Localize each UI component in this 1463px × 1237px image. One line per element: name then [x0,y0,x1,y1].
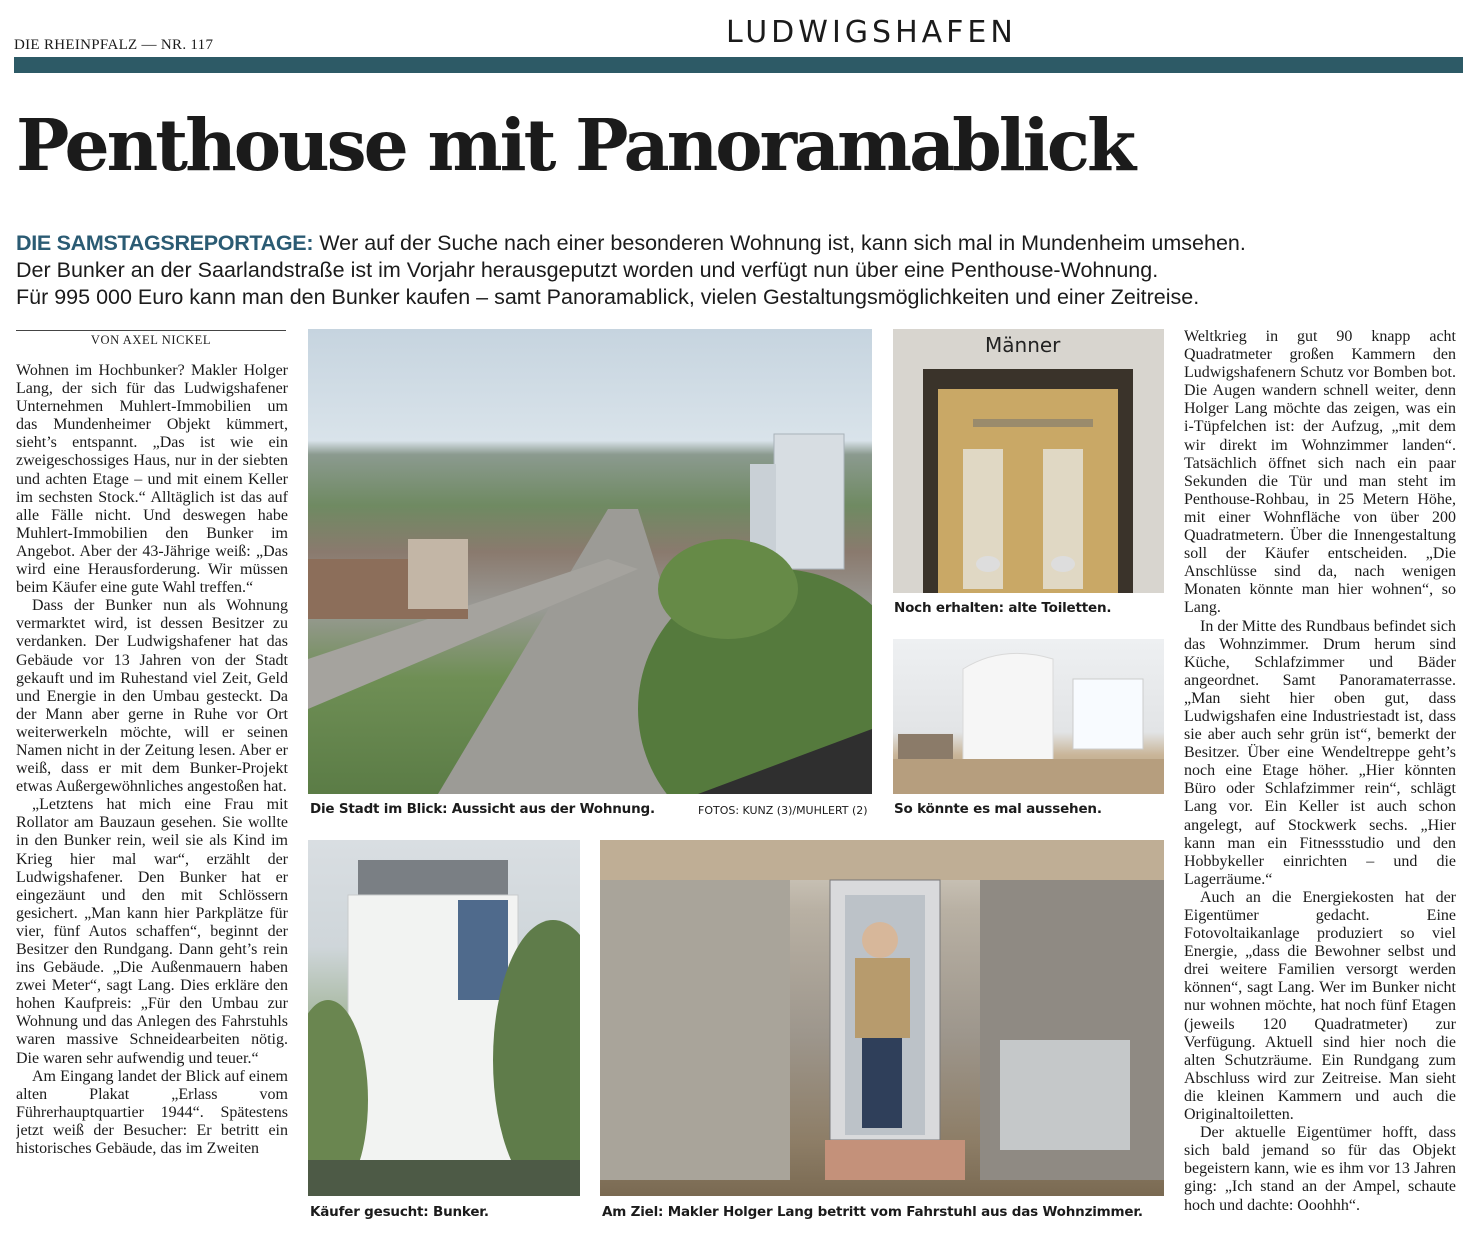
paragraph: Dass der Bunker nun als Wohnung vermarktet wird, ist dessen Besitzer zu verdanken. Der Ludwigshafener hat das Gebäude vor 13 Jahren von der Stadt gekauft und im Ruhestand viel Zeit, Geld und Energie in den Umbau gesteckt. Da der Mann aber gerne in Ruhe vor Ort weiterwerkeln möchte, will er seinen Namen nicht in der Zeitung lesen. Aber er weiß, dass er mit dem Bunker-Projekt etwas Außergewöhnliches angestoßen hat. [16,597,288,796]
lede-text-1: Wer auf der Suche nach einer besonderen Wohnung ist, kann sich mal in Mundenheim umsehen. [319,231,1246,255]
paragraph: Der aktuelle Eigentümer hofft, dass sich bald jemand so für das Objekt begeistern kann, wie es ihm vor 13 Jahren ging: „Ich stand an der Ampel, schaute hoch und dachte: Ooohhh“. [1184,1124,1456,1214]
penthouse-illustration [600,840,1164,1196]
toilet-sign: Männer [985,333,1061,357]
byline: VON AXEL NICKEL [90,333,212,347]
lede-line-3: Für 995 000 Euro kann man den Bunker kaufen – samt Panoramablick, vielen Gestaltungsmöglichkeiten und einer Zeitreise. [16,285,1200,309]
photo-caption-toilets: Noch erhalten: alte Toiletten. [894,600,1112,616]
lede-line-2: Der Bunker an der Saarlandstraße ist im Vorjahr herausgeputzt worden und verfügt nun über eine Penthouse-Wohnung. [16,258,1159,282]
newspaper-name: DIE RHEINPFALZ — NR. 117 [14,37,214,53]
photo-caption-interior: So könnte es mal aussehen. [894,801,1102,817]
paragraph: In der Mitte des Rundbaus befindet sich das Wohnzimmer. Drum herum sind Küche, Schlafzimmer und Bäder angeordnet. Samt Panoramaterrasse. „Man sieht hier oben gut, dass Ludwigshafen eine Industriestadt ist, dass sie aber auch sehr grün ist“, bemerkt der Besitzer. Über eine Wendeltreppe geht’s noch eine Etage höher. „Hier könnten Büro oder Schlafzimmer rein“, schlägt Lang vor. Ein Keller ist auch schon angelegt, auf Stockwerk sechs. „Hier kann man ein Fitnessstudio und den Hobbykeller einrichten – und die Lagerräume.“ [1184,617,1456,888]
lede-line-1 [16,230,1461,257]
header-bar [14,57,1463,73]
paragraph: Auch an die Energiekosten hat der Eigentümer gedacht. Eine Fotovoltaikanlage produziert so viel Energie, „dass die Bewohner selbst und drei weitere Familien versorgt werden können“, sagt Lang. Wer im Bunker nicht nur wohnen möchte, hat noch fünf Etagen (jeweils 120 Quadratmeter) zur Verfügung. Aktuell sind hier noch die alten Schutzräume. Ein Rundgang zum Abschluss wird zur Zeitreise. Man sieht die kleinen Kammern und auch die Originaltoiletten. [1184,888,1456,1124]
photo-interior-visualization [893,639,1164,794]
photo-credit: FOTOS: KUNZ (3)/MUHLERT (2) [698,804,868,817]
paragraph: Weltkrieg in gut 90 knapp acht Quadratmeter großen Kammern den Ludwigshafenern Schutz vor Bomben bot. Die Augen wandern schnell weiter, denn Holger Lang möchte das zeigen, was ein i-Tüpfelchen ist: der Aufzug, „mit dem wir direkt im Wohnzimmer landen“. Tatsächlich öffnet sich nach ein paar Sekunden die Tür und man steht im Penthouse-Rohbau, in 25 Metern Höhe, mit einer Wohnfläche von über 200 Quadratmetern. Über die Innengestaltung soll der Käufer entscheiden. „Die Anschlüsse sind da, nach wenigen Monaten könnte man hier wohnen“, so Lang. [1184,328,1456,617]
article-column-left [16,362,288,1224]
byline-rule [16,330,286,331]
photo-bunker-building [308,840,580,1196]
paragraph: „Letztens hat mich eine Frau mit Rollator am Bauzaun gesehen. Sie wollte in den Bunker rein, weil sie als Kind im Krieg hier mal war“, erzählt der Ludwigshafener. Den Bunker hat er eingezäunt und den mit Schlössern gesichert. „Man kann hier Parkplätze für vier, fünf Autos schaffen“, beginnt der Besitzer den Rundgang. Dann geht’s rein ins Gebäude. „Die Außenmauern haben zwei Meter“, sagt Lang. Dies erkläre den hohen Kaufpreis: „Für den Umbau zur Wohnung und das Anlegen des Fahrstuhls waren massive Schneidearbeiten nötig. Die waren sehr aufwendig und teuer.“ [16,796,288,1067]
article-column-right [1184,328,1456,1224]
photo-old-toilets [893,329,1164,593]
photo-caption-penthouse: Am Ziel: Makler Holger Lang betritt vom Fahrstuhl aus das Wohnzimmer. [602,1204,1143,1220]
bunker-illustration [308,840,580,1196]
photo-caption-city: Die Stadt im Blick: Aussicht aus der Wohnung. [310,801,655,817]
city-view-illustration [308,329,872,794]
toilets-illustration [893,329,1164,593]
section-title: LUDWIGSHAFEN [726,15,1017,50]
lede [16,230,1461,311]
lede-kicker: DIE SAMSTAGSREPORTAGE: [16,231,314,255]
paragraph: Wohnen im Hochbunker? Makler Holger Lang, der sich für das Ludwigshafener Unternehmen Muhlert-Immobilien um das Mundenheimer Objekt kümmert, sieht’s entspannt. „Das ist wie ein zweigeschossiges Haus, nur in der siebten und achten Etage – und mit einem Keller im sechsten Stock.“ Alltäglich ist das auf alle Fälle nicht. Und deswegen habe Muhlert-Immobilien den Bunker im Angebot. Aber der 43-Jährige weiß: „Das wird eine Herausforderung. Wir müssen beim Käufer eine gute Wahl treffen.“ [16,362,288,597]
photo-city-view [308,329,872,794]
photo-penthouse-rohbau [600,840,1164,1196]
headline: Penthouse mit Panoramablick [16,103,1134,187]
paragraph: Am Eingang landet der Blick auf einem alten Plakat „Erlass vom Führerhauptquartier 1944“. Spätestens jetzt weiß der Besucher: Er betritt ein historisches Gebäude, das im Zweiten [16,1067,288,1158]
interior-illustration [893,639,1164,794]
photo-caption-bunker: Käufer gesucht: Bunker. [310,1204,489,1220]
